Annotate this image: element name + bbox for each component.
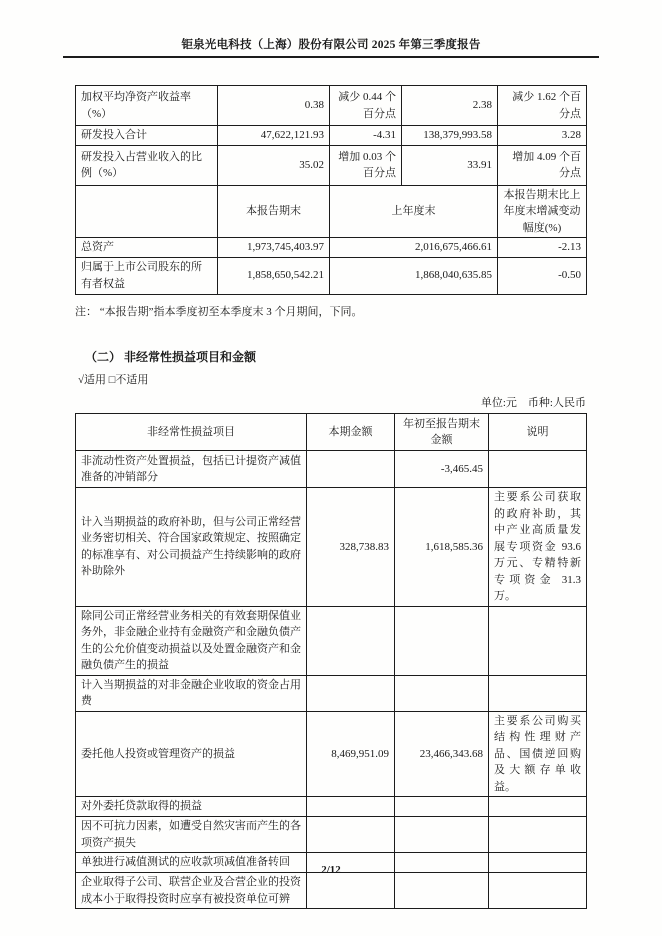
column-header-current-period-end: 本报告期末 xyxy=(218,185,330,238)
table-row xyxy=(76,86,587,126)
indicator-current-change: 增加 0.03 个百分点 xyxy=(330,145,402,185)
indicator-ytd-change: 增加 4.09 个百分点 xyxy=(498,145,587,185)
table-row xyxy=(76,675,587,711)
column-header-ytd-amount: 年初至报告期末金额 xyxy=(395,414,489,451)
indicator-label: 研发投入合计 xyxy=(76,126,218,146)
indicator-current-value: 47,622,121.93 xyxy=(218,126,330,146)
item-label: 除同公司正常经营业务相关的有效套期保值业务外，非金融企业持有金融资产和金融负债产生的公允价值变动损益以及处置金融资产和金融负债产生的损益 xyxy=(76,606,307,675)
table-row xyxy=(76,145,587,185)
item-note xyxy=(489,817,587,853)
item-note xyxy=(489,606,587,675)
item-note xyxy=(489,675,587,711)
column-header-note: 说明 xyxy=(489,414,587,451)
table-row xyxy=(76,451,587,488)
indicator-current-value: 35.02 xyxy=(218,145,330,185)
column-header-current-amount: 本期金额 xyxy=(307,414,395,451)
indicator-label: 加权平均净资产收益率（%） xyxy=(76,86,218,126)
nonrecurring-items-table xyxy=(75,413,587,909)
indicator-ytd-change: 减少 1.62 个百分点 xyxy=(498,86,587,126)
table-row xyxy=(76,873,587,909)
item-label: 计入当期损益的政府补助，但与公司正常经营业务密切相关、符合国家政策规定、按照确定的标准享有、对公司损益产生持续影响的政府补助除外 xyxy=(76,488,307,607)
ytd-amount xyxy=(395,817,489,853)
table-row xyxy=(76,606,587,675)
item-label: 因不可抗力因素，如遭受自然灾害而产生的各项资产损失 xyxy=(76,817,307,853)
indicator-ytd-value: 138,379,993.58 xyxy=(402,126,498,146)
table-row xyxy=(76,488,587,607)
current-amount xyxy=(307,873,395,909)
table-row xyxy=(76,185,587,238)
document-header xyxy=(63,0,599,58)
table-row xyxy=(76,797,587,817)
item-note xyxy=(489,873,587,909)
empty-cell xyxy=(76,185,218,238)
ytd-amount xyxy=(395,606,489,675)
indicator-ytd-change: 3.28 xyxy=(498,126,587,146)
indicator-current-change: -4.31 xyxy=(330,126,402,146)
item-label: 企业取得子公司、联营企业及合营企业的投资成本小于取得投资时应享有被投资单位可辨 xyxy=(76,873,307,909)
indicator-current-value: 0.38 xyxy=(218,86,330,126)
item-note xyxy=(489,451,587,488)
indicator-label: 研发投入占营业收入的比例（%） xyxy=(76,145,218,185)
column-header-change: 本报告期末比上年度末增减变动幅度(%) xyxy=(498,185,587,238)
table-row xyxy=(76,257,587,294)
item-note: 主要系公司购买结构性理财产品、国债逆回购及大额存单收益。 xyxy=(489,711,587,797)
page-number: 2/12 xyxy=(321,864,341,876)
item-label: 对外委托贷款取得的损益 xyxy=(76,797,307,817)
column-header-item: 非经常性损益项目 xyxy=(76,414,307,451)
page-content xyxy=(75,85,586,909)
current-amount xyxy=(307,797,395,817)
current-amount xyxy=(307,675,395,711)
indicator-label: 归属于上市公司股东的所有者权益 xyxy=(76,257,218,294)
indicator-current-change: 减少 0.44 个百分点 xyxy=(330,86,402,126)
column-header-prior-year-end: 上年度末 xyxy=(330,185,498,238)
applicability-line: √适用 □不适用 xyxy=(78,374,149,386)
indicator-label: 总资产 xyxy=(76,238,218,258)
item-label: 单独进行减值测试的应收款项减值准备转回 xyxy=(76,853,307,873)
unit-currency-line: 单位:元 币种:人民币 xyxy=(480,397,586,409)
ytd-amount: 1,618,585.36 xyxy=(395,488,489,607)
document-title: 钜泉光电科技（上海）股份有限公司 2025 年第三季度报告 xyxy=(181,39,481,51)
ytd-amount xyxy=(395,873,489,909)
indicator-ytd-value: 33.91 xyxy=(402,145,498,185)
indicator-change-value: -2.13 xyxy=(498,238,587,258)
section-heading: （二） 非经常性损益项目和金额 xyxy=(85,350,257,364)
indicator-prior-year-value: 2,016,675,466.61 xyxy=(330,238,498,258)
report-period-note: 注： “本报告期”指本季度初至本季度末 3 个月期间，下同。 xyxy=(75,305,363,318)
ytd-amount xyxy=(395,797,489,817)
ytd-amount: 23,466,343.68 xyxy=(395,711,489,797)
ytd-amount xyxy=(395,675,489,711)
current-amount xyxy=(307,817,395,853)
indicator-change-value: -0.50 xyxy=(498,257,587,294)
ytd-amount: -3,465.45 xyxy=(395,451,489,488)
indicator-ytd-value: 2.38 xyxy=(402,86,498,126)
current-amount xyxy=(307,451,395,488)
item-label: 委托他人投资或管理资产的损益 xyxy=(76,711,307,797)
item-note: 主要系公司获取的政府补助，其中产业高质量发展专项资金 93.6 万元、专精特新专项资金 31.3 万。 xyxy=(489,488,587,607)
indicator-period-end-value: 1,973,745,403.97 xyxy=(218,238,330,258)
item-label: 非流动性资产处置损益，包括已计提资产减值准备的冲销部分 xyxy=(76,451,307,488)
table-header-row xyxy=(76,414,587,451)
table-row xyxy=(76,711,587,797)
indicator-prior-year-value: 1,868,040,635.85 xyxy=(330,257,498,294)
item-label: 计入当期损益的对非金融企业收取的资金占用费 xyxy=(76,675,307,711)
current-amount xyxy=(307,606,395,675)
key-indicators-table xyxy=(75,85,587,295)
current-amount: 328,738.83 xyxy=(307,488,395,607)
item-note xyxy=(489,797,587,817)
current-amount: 8,469,951.09 xyxy=(307,711,395,797)
table-row xyxy=(76,817,587,853)
table-row xyxy=(76,238,587,258)
indicator-period-end-value: 1,858,650,542.21 xyxy=(218,257,330,294)
table-row xyxy=(76,126,587,146)
